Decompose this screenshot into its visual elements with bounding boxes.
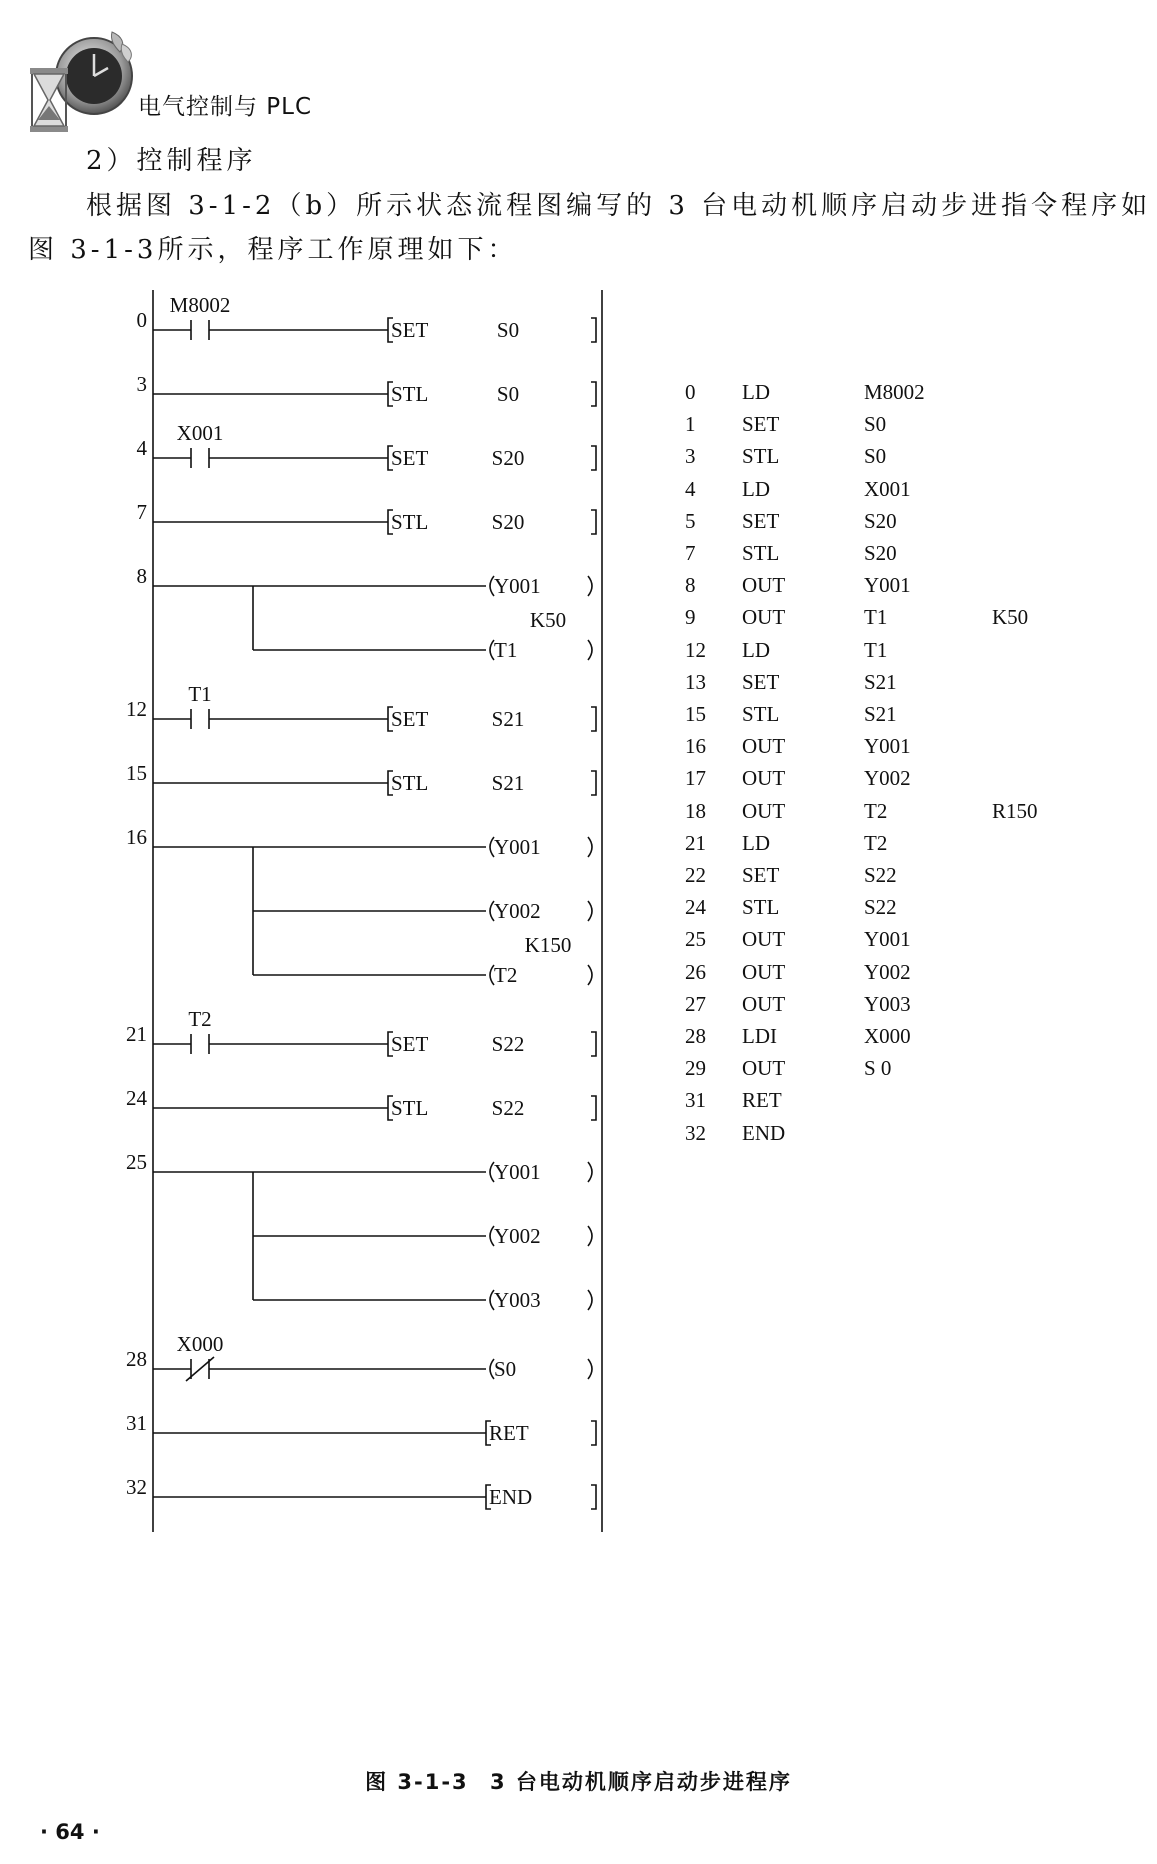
- section-title: 2）控制程序: [86, 146, 257, 176]
- il-step: 22: [685, 863, 706, 887]
- paragraph-line-2: 图 3-1-3所示，程序工作原理如下：: [28, 235, 518, 265]
- rung-step-number: 25: [126, 1150, 147, 1174]
- il-step: 16: [685, 734, 706, 759]
- il-opcode: END: [742, 1120, 786, 1145]
- il-step: 5: [685, 508, 696, 533]
- hourglass-clock-logo-icon: [26, 28, 138, 138]
- il-opcode: STL: [742, 895, 780, 920]
- instruction-operand: S20: [491, 510, 525, 534]
- il-operand: S20: [864, 541, 897, 565]
- rung-step-number: 12: [126, 697, 147, 721]
- il-operand: X001: [864, 476, 911, 501]
- rung-step-number: 8: [136, 564, 147, 588]
- instruction-op: END: [489, 1485, 533, 1509]
- timer-preset: K150: [524, 933, 572, 957]
- il-step: 12: [685, 637, 706, 662]
- contact-label: X000: [176, 1332, 224, 1356]
- coil-right: [588, 640, 592, 660]
- coil-right: [588, 1226, 592, 1246]
- instruction-operand: S22: [491, 1096, 525, 1120]
- coil-label: Y001: [494, 574, 541, 598]
- instruction-bracket-right: [591, 771, 596, 795]
- il-opcode: SET: [742, 863, 780, 887]
- instruction-op: SET: [391, 318, 429, 342]
- contact-label: T2: [188, 1007, 212, 1031]
- il-operand: T2: [864, 798, 888, 823]
- contact-label: T1: [188, 682, 212, 706]
- il-opcode: OUT: [742, 959, 786, 984]
- instruction-operand: S0: [496, 382, 520, 406]
- instruction-bracket-right: [591, 1485, 596, 1509]
- il-step: 28: [685, 1024, 706, 1048]
- contact-label: X001: [176, 421, 224, 445]
- instruction-bracket-right: [591, 318, 596, 342]
- coil-right: [588, 1162, 592, 1182]
- instruction-op: STL: [391, 1096, 429, 1120]
- coil-label: Y001: [494, 1160, 541, 1184]
- il-opcode: STL: [742, 702, 780, 726]
- il-operand: S 0: [864, 1056, 892, 1081]
- instruction-op: RET: [489, 1421, 529, 1445]
- il-opcode: LD: [742, 476, 770, 501]
- page-header: [26, 28, 526, 138]
- il-step: 18: [685, 798, 706, 823]
- instruction-operand: S22: [491, 1032, 525, 1056]
- rung-step-number: 0: [136, 308, 147, 332]
- il-operand: S21: [864, 669, 897, 694]
- il-operand: Y001: [864, 734, 911, 759]
- instruction-operand: S21: [491, 771, 525, 795]
- il-operand: T1: [864, 605, 888, 630]
- instruction-bracket-right: [591, 446, 596, 470]
- il-opcode: STL: [742, 541, 780, 565]
- book-title: 电气控制与 PLC: [138, 94, 313, 120]
- instruction-bracket-right: [591, 510, 596, 534]
- rung-step-number: 24: [126, 1086, 147, 1110]
- contact-label: M8002: [169, 293, 231, 317]
- coil-right: [588, 901, 592, 921]
- il-step: 13: [685, 669, 706, 694]
- instruction-op: STL: [391, 382, 429, 406]
- coil-right: [588, 837, 592, 857]
- il-step: 21: [685, 830, 706, 855]
- il-opcode: OUT: [742, 927, 786, 952]
- il-operand: S22: [864, 895, 897, 920]
- il-operand: Y002: [864, 959, 911, 984]
- ladder-diagram: [0, 280, 620, 1760]
- il-operand: Y001: [864, 573, 911, 598]
- il-step: 25: [685, 927, 706, 952]
- instruction-operand: S21: [491, 707, 525, 731]
- instruction-op: SET: [391, 707, 429, 731]
- il-step: 8: [685, 573, 696, 598]
- il-opcode: LD: [742, 637, 770, 662]
- il-opcode: OUT: [742, 766, 786, 791]
- il-operand: X000: [864, 1024, 911, 1048]
- il-step: 27: [685, 991, 706, 1016]
- il-operand: S21: [864, 702, 897, 726]
- instruction-op: SET: [391, 446, 429, 470]
- il-opcode: SET: [742, 669, 780, 694]
- il-operand: S22: [864, 863, 897, 887]
- coil-label: T2: [494, 963, 518, 987]
- il-operand: Y003: [864, 991, 911, 1016]
- timer-preset: K50: [529, 608, 567, 632]
- instruction-bracket-right: [591, 1032, 596, 1056]
- il-step: 24: [685, 895, 706, 920]
- rung-step-number: 7: [136, 500, 147, 524]
- il-step: 0: [685, 380, 696, 404]
- coil-right: [588, 1290, 592, 1310]
- il-opcode: STL: [742, 444, 780, 469]
- instruction-op: STL: [391, 510, 429, 534]
- il-operand: S0: [864, 444, 887, 469]
- il-opcode: LD: [742, 830, 770, 855]
- rung-step-number: 28: [126, 1347, 147, 1371]
- coil-right: [588, 965, 592, 985]
- instruction-bracket-right: [591, 382, 596, 406]
- il-step: 31: [685, 1088, 706, 1113]
- figure-number: 图 3-1-3: [365, 1770, 469, 1794]
- il-operand: Y001: [864, 927, 911, 952]
- rung-step-number: 15: [126, 761, 147, 785]
- il-preset: K50: [992, 605, 1029, 630]
- il-opcode: OUT: [742, 605, 786, 630]
- figure-title: 3 台电动机顺序启动步进程序: [489, 1770, 792, 1794]
- rung-step-number: 31: [126, 1411, 147, 1435]
- instruction-operand: S0: [496, 318, 520, 342]
- paragraph-line-1: 根据图 3-1-2（b）所示状态流程图编写的 3 台电动机顺序启动步进指令程序如: [86, 191, 1152, 221]
- il-step: 26: [685, 959, 706, 984]
- coil-right: [588, 1359, 592, 1379]
- il-step: 4: [685, 476, 696, 501]
- coil-label: Y001: [494, 835, 541, 859]
- il-opcode: LDI: [742, 1024, 777, 1048]
- coil-label: T1: [494, 638, 518, 662]
- il-opcode: OUT: [742, 798, 786, 823]
- il-step: 7: [685, 541, 696, 565]
- il-step: 1: [685, 412, 696, 437]
- il-opcode: SET: [742, 508, 780, 533]
- il-operand: S20: [864, 508, 897, 533]
- il-opcode: LD: [742, 380, 770, 404]
- coil-label: Y002: [494, 1224, 541, 1248]
- il-step: 15: [685, 702, 706, 726]
- il-step: 29: [685, 1056, 706, 1081]
- coil-right: [588, 576, 592, 596]
- instruction-bracket-right: [591, 1421, 596, 1445]
- il-opcode: OUT: [742, 1056, 786, 1081]
- il-step: 17: [685, 766, 706, 791]
- rung-step-number: 3: [136, 372, 147, 396]
- il-operand: S0: [864, 412, 887, 437]
- il-opcode: OUT: [742, 991, 786, 1016]
- il-step: 3: [685, 444, 696, 469]
- il-step: 9: [685, 605, 696, 630]
- il-opcode: OUT: [742, 734, 786, 759]
- coil-label: Y003: [494, 1288, 541, 1312]
- figure-caption: [0, 1766, 1157, 1796]
- il-operand: Y002: [864, 766, 911, 791]
- rung-step-number: 16: [126, 825, 147, 849]
- il-step: 32: [685, 1120, 706, 1145]
- instruction-bracket-right: [591, 707, 596, 731]
- coil-label: Y002: [494, 899, 541, 923]
- instruction-op: SET: [391, 1032, 429, 1056]
- il-operand: M8002: [864, 380, 925, 404]
- rung-step-number: 21: [126, 1022, 147, 1046]
- il-preset: R150: [992, 798, 1038, 823]
- il-opcode: OUT: [742, 573, 786, 598]
- il-operand: T2: [864, 830, 888, 855]
- instruction-op: STL: [391, 771, 429, 795]
- rung-step-number: 4: [136, 436, 147, 460]
- instruction-bracket-right: [591, 1096, 596, 1120]
- coil-label: S0: [494, 1357, 517, 1381]
- rung-step-number: 32: [126, 1475, 147, 1499]
- instruction-operand: S20: [491, 446, 525, 470]
- page-number: · 64 ·: [40, 1820, 100, 1844]
- il-opcode: SET: [742, 412, 780, 437]
- il-operand: T1: [864, 637, 888, 662]
- il-opcode: RET: [742, 1088, 782, 1113]
